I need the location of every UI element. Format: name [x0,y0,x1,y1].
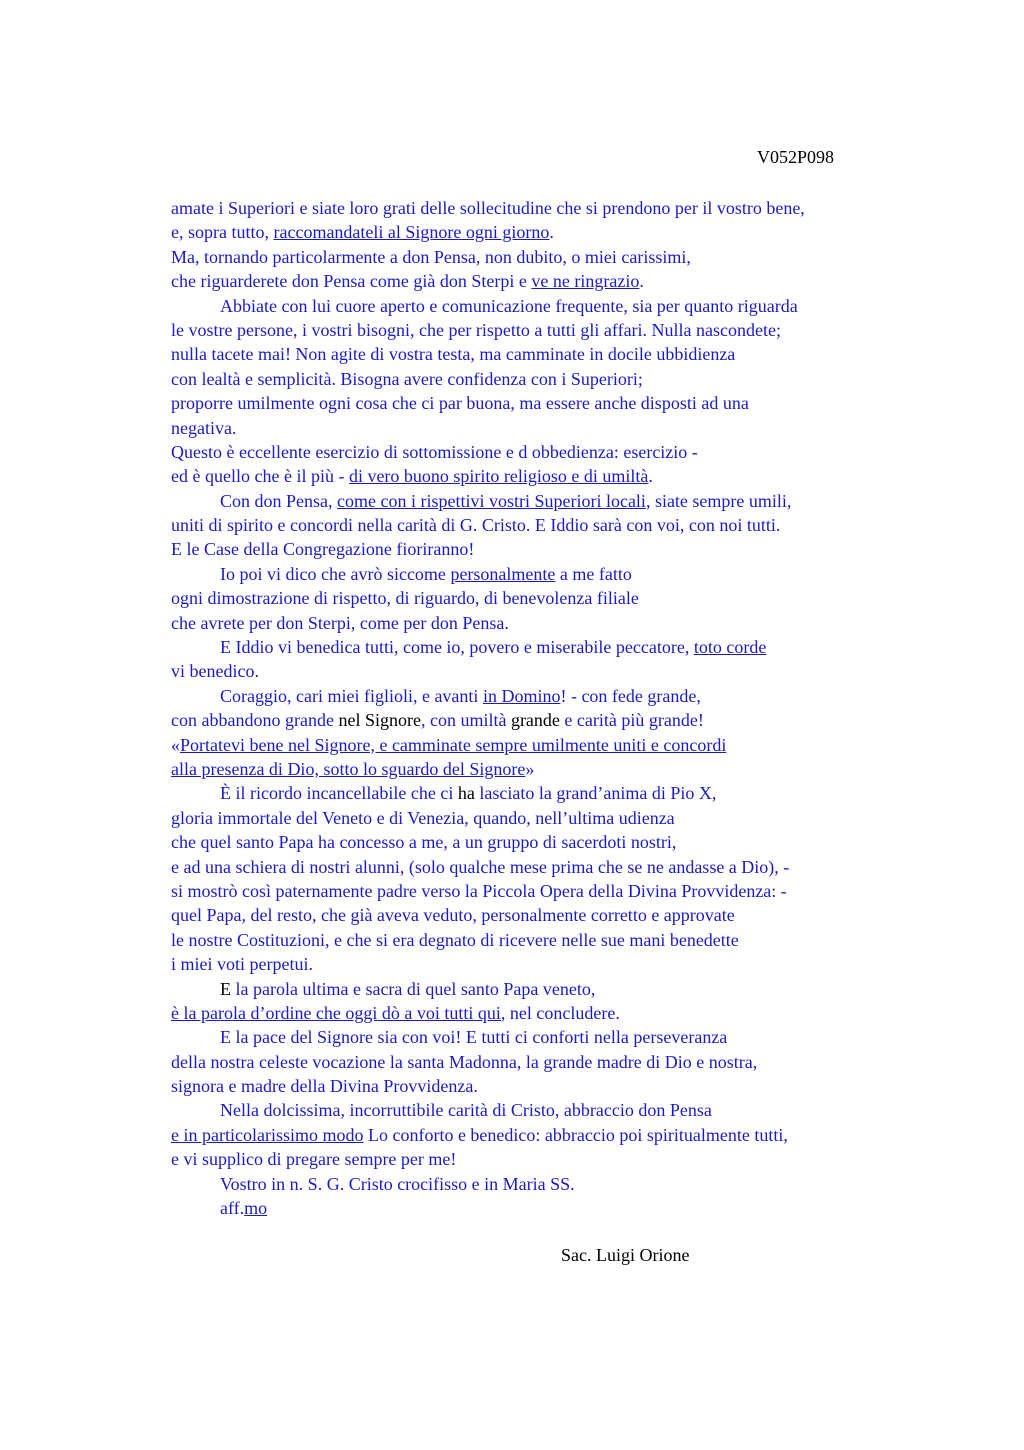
text-line [171,294,805,318]
text-line [171,586,805,610]
underlined-text: di vero buono spirito religioso e di umiltà [348,466,649,487]
text-line [171,196,805,220]
text-segment: ! - con fede grande, [560,685,701,706]
text-segment: ha [457,783,475,804]
text-line [171,1001,805,1025]
text-segment: Vostro in n. S. G. Cristo crocifisso e in Maria SS. [220,1173,575,1194]
text-line [171,855,805,879]
text-segment: con abbandono grande [171,710,339,731]
text-segment: signora e madre della Divina Provvidenza. [171,1076,478,1097]
underlined-text: raccomandateli al Signore ogni giorno [273,222,550,243]
text-line [171,1123,805,1147]
text-segment: ogni dimostrazione di rispetto, di riguardo, di benevolenza filiale [171,588,639,609]
text-segment: e carità più grande! [559,710,704,731]
text-segment: gloria immortale del Veneto e di Venezia, quando, nell’ultima udienza [171,807,675,828]
text-segment: la parola ultima e sacra di quel santo Papa veneto, [231,978,596,999]
text-line [171,489,805,513]
text-segment: amate i Superiori e siate loro grati delle sollecitudine che si prendono per il vostro bene, [171,198,805,218]
text-line [171,367,805,391]
text-segment: nulla tacete mai! Non agite di vostra testa, ma camminate in docile ubbidienza [171,344,736,365]
text-line [171,781,805,805]
text-segment: con lealtà e semplicità. Bisogna avere confidenza con i Superiori; [171,368,643,389]
text-segment: Coraggio, cari miei figlioli, e avanti [220,685,483,706]
text-line [171,928,805,952]
text-line [171,684,805,708]
text-segment: Questo è eccellente esercizio di sottomissione e d obbedienza: esercizio - [171,441,698,462]
text-segment: E le Case della Congregazione fioriranno! [171,539,475,560]
text-segment: Con don Pensa, [220,490,337,511]
text-segment: . [648,466,653,487]
text-line [171,977,805,1001]
text-segment: lasciato la grand’anima di Pio X, [474,783,717,804]
text-segment: Nella dolcissima, incorruttibile carità di Cristo, abbraccio don Pensa [220,1100,712,1121]
text-segment: E Iddio vi benedica tutti, come io, povero e miserabile peccatore, [220,637,694,658]
text-segment: Io poi vi dico che avrò siccome [220,563,451,584]
text-segment: , nel concludere. [500,1002,620,1023]
text-segment: « [171,734,180,755]
letter-body [171,196,805,1220]
text-line [171,416,805,440]
text-segment: uniti di spirito e concordi nella carità di G. Cristo. E Iddio sarà con voi, con noi tutti. [171,515,781,536]
text-line [171,342,805,366]
text-segment: E la pace del Signore sia con voi! E tutti ci conforti nella perseveranza [220,1027,728,1048]
text-line [171,1050,805,1074]
text-line [171,708,805,732]
text-segment: negativa. [171,417,237,438]
text-segment: si mostrò così paternamente padre verso la Piccola Opera della Divina Provvidenza: - [171,880,787,901]
text-line [171,879,805,903]
text-line [171,318,805,342]
text-segment: È il ricordo incancellabile che ci [220,783,458,804]
text-segment: nel Signore [338,710,421,731]
text-line [171,245,805,269]
text-segment: i miei voti perpetui. [171,954,313,975]
text-segment: e ad una schiera di nostri alunni, (solo qualche mese prima che se ne andasse a Dio), - [171,856,790,877]
text-segment: ed è quello che è il più - [171,466,349,487]
text-line [171,757,805,781]
text-line [171,513,805,537]
text-segment: e vi supplico di pregare sempre per me! [171,1149,457,1170]
text-segment: , con umiltà [420,710,511,731]
text-line [171,611,805,635]
text-segment: aff. [220,1198,245,1219]
underlined-text: e in particolarissimo modo [171,1124,364,1145]
text-segment: Ma, tornando particolarmente a don Pensa, non dubito, o miei carissimi, [171,246,691,267]
text-segment: che avrete per don Sterpi, come per don Pensa. [171,612,509,633]
text-segment: a me fatto [555,563,632,584]
text-segment: e, sopra tutto, [171,222,274,243]
text-line [171,464,805,488]
text-line [171,1147,805,1171]
text-segment: che quel santo Papa ha concesso a me, a un gruppo di sacerdoti nostri, [171,832,677,853]
text-line [171,1172,805,1196]
text-segment: quel Papa, del resto, che già aveva veduto, personalmente corretto e approvate [171,905,735,926]
text-segment: Abbiate con lui cuore aperto e comunicazione frequente, sia per quanto riguarda [220,295,798,316]
underlined-text: personalmente [450,563,556,584]
text-line [171,391,805,415]
underlined-text: in Domino [482,685,561,706]
text-line [171,1025,805,1049]
text-segment: . [639,271,644,292]
text-line [171,562,805,586]
text-segment: proporre umilmente ogni cosa che ci par buona, ma essere anche disposti ad una [171,393,749,414]
underlined-text: è la parola d’ordine che oggi dò a voi tutti qui [171,1002,501,1023]
text-segment: , siate sempre umili, [645,490,792,511]
text-line [171,1074,805,1098]
text-line [171,733,805,757]
text-segment: grande [510,710,560,731]
text-segment: che riguarderete don Pensa come già don Sterpi e [171,271,532,292]
text-line [171,806,805,830]
underlined-text: come con i rispettivi vostri Superiori locali [337,490,646,511]
underlined-text: mo [244,1198,268,1219]
text-line [171,635,805,659]
text-line [171,903,805,927]
text-line [171,440,805,464]
text-segment: le nostre Costituzioni, e che si era degnato di ricevere nelle sue mani benedette [171,929,739,950]
text-line [171,220,805,244]
text-line [171,269,805,293]
page-code: V052P098 [757,147,835,167]
text-line [171,537,805,561]
underlined-text: Portatevi bene nel Signore, e camminate sempre umilmente uniti e concordi [180,734,727,755]
text-segment: E [220,978,231,999]
text-segment: vi benedico. [171,661,259,682]
text-line [171,830,805,854]
text-line [171,1196,805,1220]
text-line [171,952,805,976]
signature: Sac. Luigi Orione [561,1245,690,1265]
underlined-text: ve ne ringrazio [531,271,640,292]
text-segment: della nostra celeste vocazione la santa Madonna, la grande madre di Dio e nostra, [171,1051,758,1072]
underlined-text: alla presenza di Dio, sotto lo sguardo del Signore [171,758,526,779]
text-line [171,1098,805,1122]
text-segment: . [549,222,554,243]
underlined-text: toto corde [693,637,767,658]
text-segment: Lo conforto e benedico: abbraccio poi spiritualmente tutti, [363,1124,788,1145]
text-segment: le vostre persone, i vostri bisogni, che per rispetto a tutti gli affari. Nulla nascondete; [171,319,782,340]
text-segment: » [525,758,535,779]
text-line [171,659,805,683]
